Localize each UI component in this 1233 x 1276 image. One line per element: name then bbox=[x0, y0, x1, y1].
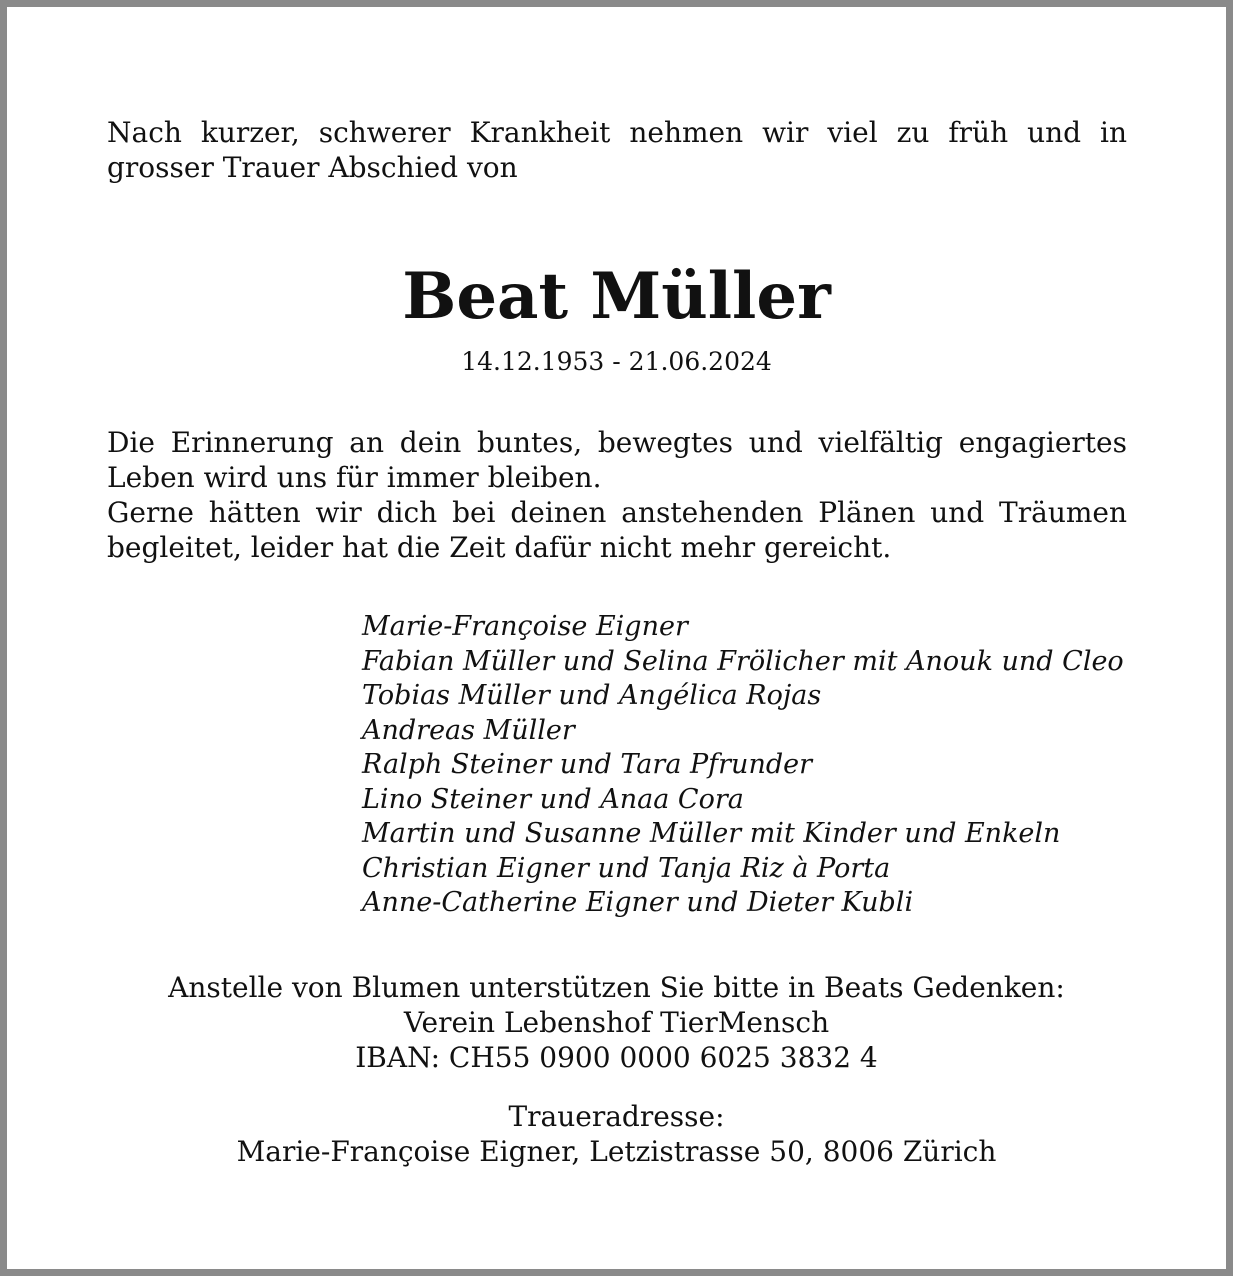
mourner-item: Fabian Müller und Selina Frölicher mit Anouk und Cleo bbox=[362, 645, 1124, 677]
donation-block bbox=[7, 970, 1226, 1075]
donation-recipient: Verein Lebenshof TierMensch bbox=[403, 1006, 830, 1039]
mourner-item: Lino Steiner und Anaa Cora bbox=[362, 783, 744, 815]
memory-text bbox=[107, 425, 1127, 565]
mourner-item: Andreas Müller bbox=[362, 714, 575, 746]
mourner-item: Marie-Françoise Eigner bbox=[362, 611, 688, 642]
address-value: Marie-Françoise Eigner, Letzistrasse 50, 8006 Zürich bbox=[236, 1135, 997, 1168]
memory-paragraph-2: Gerne hätten wir dich bei deinen anstehenden Plänen und Träumen begleitet, leider hat die Zeit dafür nicht mehr gereicht. bbox=[107, 496, 1127, 564]
mourner-item: Tobias Müller und Angélica Rojas bbox=[362, 680, 822, 711]
mourning-address bbox=[7, 1099, 1226, 1169]
mourner-item: Martin und Susanne Müller mit Kinder und Enkeln bbox=[362, 818, 1061, 849]
mourners-list bbox=[362, 610, 1132, 921]
mourner-item: Christian Eigner und Tanja Riz à Porta bbox=[362, 852, 891, 884]
donation-iban: IBAN: CH55 0900 0000 6025 3832 4 bbox=[355, 1041, 878, 1074]
intro-text: Nach kurzer, schwerer Krankheit nehmen wir viel zu früh und in grosser Trauer Abschied von bbox=[107, 116, 1127, 184]
life-dates: 14.12.1953 - 21.06.2024 bbox=[461, 347, 772, 376]
mourner-item: Ralph Steiner und Tara Pfrunder bbox=[362, 749, 813, 780]
mourner-item: Anne-Catherine Eigner und Dieter Kubli bbox=[362, 887, 914, 918]
donation-request: Anstelle von Blumen unterstützen Sie bitte in Beats Gedenken: bbox=[168, 971, 1065, 1004]
memory-paragraph-1: Die Erinnerung an dein buntes, bewegtes und vielfältig engagiertes Leben wird uns für immer bleiben. bbox=[107, 426, 1127, 494]
deceased-name: Beat Müller bbox=[402, 259, 831, 334]
address-label: Traueradresse: bbox=[508, 1100, 725, 1133]
